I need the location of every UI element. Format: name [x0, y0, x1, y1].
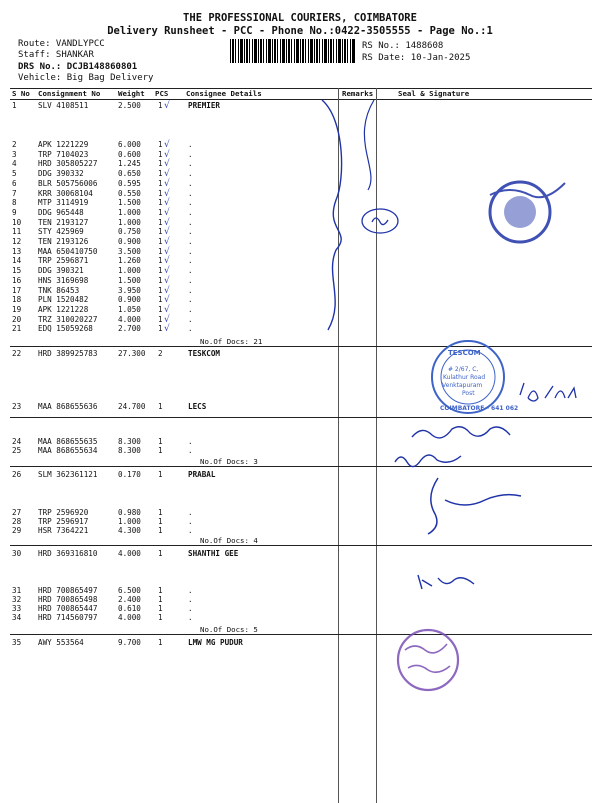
- consignee-cell: PREMIER: [188, 101, 221, 110]
- consignee-cell: .: [188, 237, 193, 246]
- weight-cell: 0.650: [118, 169, 141, 179]
- consignee-cell: .: [188, 586, 193, 595]
- pcs-cell: 1: [158, 275, 163, 285]
- consignee-cell: .: [188, 324, 193, 334]
- pcs-cell: 1: [158, 517, 163, 526]
- consignee-cell: .: [188, 295, 193, 305]
- consignment-cell: BLR 505756006: [38, 178, 98, 188]
- stamp-text: Post: [462, 390, 475, 397]
- weight-cell: 6.500: [118, 586, 141, 595]
- check-mark-icon: √: [164, 324, 170, 335]
- sno-cell: 32: [12, 595, 22, 604]
- pcs-cell: 1: [158, 256, 163, 266]
- col-consignment: Consignment No: [38, 89, 101, 98]
- sno-cell: 2: [12, 140, 17, 149]
- consignment-cell: STY 425969: [38, 227, 84, 237]
- sno-cell: 15: [12, 266, 22, 276]
- pcs-cell: 1: [158, 217, 163, 227]
- check-mark-icon: √: [164, 227, 170, 238]
- sno-cell: 17: [12, 285, 22, 295]
- pcs-cell: 1: [158, 188, 163, 198]
- consignee-cell: .: [188, 217, 193, 227]
- route-label: Route: VANDLYPCC: [18, 39, 105, 49]
- check-mark-icon: √: [164, 256, 170, 267]
- consignment-cell: DDG 965448: [38, 207, 84, 217]
- check-mark-icon: √: [164, 295, 170, 306]
- sno-cell: 25: [12, 446, 22, 455]
- stamp-text: COIMBATORE - 641 062: [440, 405, 519, 412]
- weight-cell: 0.170: [118, 470, 141, 479]
- sno-cell: 8: [12, 198, 17, 208]
- consignee-cell: LMW MG PUDUR: [188, 638, 243, 647]
- check-mark-icon: √: [164, 304, 170, 315]
- consignee-cell: .: [188, 285, 193, 295]
- docs-count: No.Of Docs: 21: [200, 337, 263, 346]
- sno-cell: 34: [12, 613, 22, 622]
- check-mark-icon: √: [164, 217, 170, 228]
- weight-cell: 2.700: [118, 324, 141, 334]
- docs-count: No.Of Docs: 4: [200, 536, 258, 545]
- weight-cell: 0.900: [118, 237, 141, 246]
- sno-cell: 16: [12, 275, 22, 285]
- weight-cell: 1.260: [118, 256, 141, 266]
- signature-prabal: [428, 478, 521, 534]
- consignment-cell: KRR 30068104: [38, 188, 93, 198]
- consignee-cell: .: [188, 207, 193, 217]
- consignee-cell: .: [188, 246, 193, 256]
- pcs-cell: 1: [158, 638, 163, 647]
- consignee-cell: .: [188, 304, 193, 314]
- staff-label: Staff: SHANKAR: [18, 50, 94, 60]
- sno-cell: 6: [12, 178, 17, 188]
- sno-cell: 5: [12, 169, 17, 179]
- weight-cell: 6.000: [118, 140, 141, 149]
- check-mark-icon: √: [164, 101, 170, 111]
- consignment-cell: HRD 714560797: [38, 613, 98, 622]
- consignee-cell: .: [188, 188, 193, 198]
- check-mark-icon: √: [164, 169, 170, 180]
- pcs-cell: 1: [158, 149, 163, 159]
- company-title: THE PROFESSIONAL COURIERS, COIMBATORE: [183, 12, 417, 24]
- consignment-cell: HRD 700865497: [38, 586, 98, 595]
- round-stamp-1: [490, 182, 565, 242]
- weight-cell: 1.000: [118, 207, 141, 217]
- drs-number: DRS No.: DCJB148860801: [18, 62, 138, 72]
- consignment-cell: HRD 700865498: [38, 595, 98, 604]
- bracket-mark: [364, 100, 374, 190]
- consignee-cell: .: [188, 526, 193, 535]
- consignee-cell: .: [188, 178, 193, 188]
- consignment-cell: MAA 868655634: [38, 446, 98, 455]
- sno-cell: 31: [12, 586, 22, 595]
- weight-cell: 1.050: [118, 304, 141, 314]
- sno-cell: 24: [12, 437, 22, 446]
- pcs-cell: 1: [158, 586, 163, 595]
- col-consignee: Consignee Details: [186, 89, 262, 98]
- pcs-cell: 1: [158, 402, 163, 411]
- check-mark-icon: √: [164, 178, 170, 189]
- pcs-cell: 1: [158, 246, 163, 256]
- sno-cell: 33: [12, 604, 22, 613]
- signature-date: [520, 383, 576, 401]
- consignment-cell: HSR 7364221: [38, 526, 89, 535]
- sno-cell: 35: [12, 638, 22, 647]
- check-mark-icon: √: [164, 314, 170, 325]
- pcs-cell: 1: [158, 324, 163, 334]
- consignee-cell: .: [188, 446, 193, 455]
- check-mark-icon: √: [164, 237, 170, 247]
- weight-cell: 1.500: [118, 275, 141, 285]
- pcs-cell: 1: [158, 304, 163, 314]
- sno-cell: 30: [12, 549, 22, 558]
- sno-cell: 26: [12, 470, 22, 479]
- check-mark-icon: √: [164, 285, 170, 296]
- weight-cell: 24.700: [118, 402, 146, 411]
- consignment-cell: TRP 7104023: [38, 149, 89, 159]
- sno-cell: 18: [12, 295, 22, 305]
- sno-cell: 28: [12, 517, 22, 526]
- weight-cell: 4.300: [118, 526, 141, 535]
- consignment-cell: HRD 305805227: [38, 159, 98, 169]
- consignment-cell: APK 1221229: [38, 140, 89, 149]
- signature-lecs: [412, 427, 510, 438]
- consignee-cell: LECS: [188, 402, 207, 411]
- weight-cell: 2.400: [118, 595, 141, 604]
- consignee-cell: .: [188, 604, 193, 613]
- check-mark-icon: √: [164, 207, 170, 218]
- vehicle-label: Vehicle: Big Bag Delivery: [18, 73, 154, 83]
- pcs-cell: 1: [158, 101, 163, 110]
- consignment-cell: TRP 2596917: [38, 517, 89, 526]
- pcs-cell: 1: [158, 437, 163, 446]
- sno-cell: 1: [12, 101, 17, 110]
- pcs-cell: 1: [158, 207, 163, 217]
- signature-shanthi: [418, 575, 474, 589]
- bracket-mark: [322, 100, 342, 330]
- consignment-cell: DDG 390332: [38, 169, 84, 179]
- pcs-cell: 1: [158, 446, 163, 455]
- consignee-cell: TESKCOM: [188, 349, 221, 358]
- weight-cell: 8.300: [118, 446, 141, 455]
- sno-cell: 19: [12, 304, 22, 314]
- consignee-cell: .: [188, 517, 193, 526]
- docs-count: No.Of Docs: 5: [200, 625, 258, 634]
- weight-cell: 0.600: [118, 149, 141, 159]
- check-mark-icon: √: [164, 246, 170, 257]
- weight-cell: 0.610: [118, 604, 141, 613]
- pcs-cell: 1: [158, 227, 163, 237]
- weight-cell: 9.700: [118, 638, 141, 647]
- lmw-stamp: [398, 630, 458, 690]
- consignment-cell: HRD 700865447: [38, 604, 98, 613]
- consignee-cell: SHANTHI GEE: [188, 549, 239, 558]
- consignee-cell: .: [188, 140, 193, 149]
- weight-cell: 4.000: [118, 314, 141, 324]
- check-mark-icon: √: [164, 188, 170, 199]
- pcs-cell: 1: [158, 295, 163, 305]
- sno-cell: 13: [12, 246, 22, 256]
- col-pcs: PCS: [155, 89, 169, 98]
- pcs-cell: 1: [158, 604, 163, 613]
- pcs-cell: 1: [158, 198, 163, 208]
- consignment-cell: MAA 868655635: [38, 437, 98, 446]
- weight-cell: 4.000: [118, 613, 141, 622]
- sno-cell: 21: [12, 324, 22, 334]
- consignee-cell: .: [188, 159, 193, 169]
- pcs-cell: 1: [158, 266, 163, 276]
- consignee-cell: .: [188, 227, 193, 237]
- pcs-cell: 1: [158, 314, 163, 324]
- pcs-cell: 1: [158, 549, 163, 558]
- consignment-cell: SLM 362361121: [38, 470, 98, 479]
- sno-cell: 4: [12, 159, 17, 169]
- check-mark-icon: √: [164, 275, 170, 286]
- pcs-cell: 1: [158, 237, 163, 246]
- col-seal: Seal & Signature: [398, 89, 470, 98]
- consignment-cell: TNK 86453: [38, 285, 80, 295]
- pcs-cell: 2: [158, 349, 163, 358]
- consignment-cell: TRZ 310020227: [38, 314, 98, 324]
- consignee-cell: .: [188, 314, 193, 324]
- check-mark-icon: √: [164, 159, 170, 170]
- weight-cell: 0.595: [118, 178, 141, 188]
- sno-cell: 9: [12, 207, 17, 217]
- consignee-cell: .: [188, 256, 193, 266]
- consignment-cell: MAA 868655636: [38, 402, 98, 411]
- check-mark-icon: √: [164, 198, 170, 209]
- pcs-cell: 1: [158, 140, 163, 149]
- stamp-text: Venktapuram: [442, 382, 483, 389]
- consignment-cell: TRP 2596871: [38, 256, 89, 266]
- check-mark-icon: √: [164, 149, 170, 160]
- pcs-cell: 1: [158, 159, 163, 169]
- weight-cell: 3.950: [118, 285, 141, 295]
- sno-cell: 27: [12, 508, 22, 517]
- sno-cell: 3: [12, 149, 17, 159]
- stamp-text: TESCOM: [448, 349, 481, 357]
- sno-cell: 29: [12, 526, 22, 535]
- weight-cell: 0.980: [118, 508, 141, 517]
- sno-cell: 20: [12, 314, 22, 324]
- weight-cell: 1.000: [118, 517, 141, 526]
- pcs-cell: 1: [158, 470, 163, 479]
- weight-cell: 1.500: [118, 198, 141, 208]
- consignment-cell: TEN 2193127: [38, 217, 89, 227]
- weight-cell: 27.300: [118, 349, 146, 358]
- check-mark-icon: √: [164, 140, 170, 150]
- weight-cell: 2.500: [118, 101, 141, 110]
- consignee-cell: .: [188, 169, 193, 179]
- consignee-cell: .: [188, 275, 193, 285]
- weight-cell: 0.750: [118, 227, 141, 237]
- docs-count: No.Of Docs: 3: [200, 457, 258, 466]
- consignment-cell: HNS 3169698: [38, 275, 89, 285]
- consignment-cell: HRD 369316810: [38, 549, 98, 558]
- pcs-cell: 1: [158, 169, 163, 179]
- sno-cell: 7: [12, 188, 17, 198]
- pcs-cell: 1: [158, 613, 163, 622]
- signature-lecs-2: [395, 455, 461, 467]
- runsheet-subtitle: Delivery Runsheet - PCC - Phone No.:0422-3505555 - Page No.:1: [107, 25, 493, 37]
- sno-cell: 11: [12, 227, 22, 237]
- consignee-cell: PRABAL: [188, 470, 216, 479]
- weight-cell: 8.300: [118, 437, 141, 446]
- rs-date: RS Date: 10-Jan-2025: [362, 53, 471, 63]
- consignment-cell: SLV 4108511: [38, 101, 89, 110]
- consignee-cell: .: [188, 149, 193, 159]
- consignment-cell: TRP 2596920: [38, 508, 89, 517]
- pcs-cell: 1: [158, 595, 163, 604]
- sno-cell: 23: [12, 402, 22, 411]
- sno-cell: 22: [12, 349, 22, 358]
- weight-cell: 1.000: [118, 217, 141, 227]
- stamp-text: Kulathur Road: [443, 374, 486, 381]
- weight-cell: 0.550: [118, 188, 141, 198]
- sno-cell: 14: [12, 256, 22, 266]
- consignment-cell: APK 1221228: [38, 304, 89, 314]
- consignment-cell: MTP 3114919: [38, 198, 89, 208]
- consignment-cell: TEN 2193126: [38, 237, 89, 246]
- consignment-cell: DDG 390321: [38, 266, 84, 276]
- consignment-cell: HRD 389925783: [38, 349, 98, 358]
- weight-cell: 1.245: [118, 159, 141, 169]
- pcs-cell: 1: [158, 285, 163, 295]
- consignee-cell: .: [188, 508, 193, 517]
- check-mark-icon: √: [164, 266, 170, 277]
- consignment-cell: EDQ 15059268: [38, 324, 93, 334]
- consignee-cell: .: [188, 595, 193, 604]
- pcs-cell: 1: [158, 178, 163, 188]
- consignee-cell: .: [188, 613, 193, 622]
- sno-cell: 10: [12, 217, 22, 227]
- pcs-cell: 1: [158, 508, 163, 517]
- consignment-cell: AWY 553564: [38, 638, 84, 647]
- col-sno: S No: [12, 89, 30, 98]
- pcs-cell: 1: [158, 526, 163, 535]
- stamp-text: # 2/67, C,: [448, 366, 479, 373]
- col-remarks: Remarks: [342, 89, 374, 98]
- consignment-cell: PLN 1520482: [38, 295, 89, 305]
- rs-number: RS No.: 1488608: [362, 41, 444, 51]
- weight-cell: 1.000: [118, 266, 141, 276]
- consignment-cell: MAA 650410750: [38, 246, 98, 256]
- weight-cell: 0.900: [118, 295, 141, 305]
- consignee-cell: .: [188, 266, 193, 276]
- sno-cell: 12: [12, 237, 22, 246]
- col-weight: Weight: [118, 89, 145, 98]
- weight-cell: 3.500: [118, 246, 141, 256]
- consignee-cell: .: [188, 437, 193, 446]
- weight-cell: 4.000: [118, 549, 141, 558]
- consignee-cell: .: [188, 198, 193, 208]
